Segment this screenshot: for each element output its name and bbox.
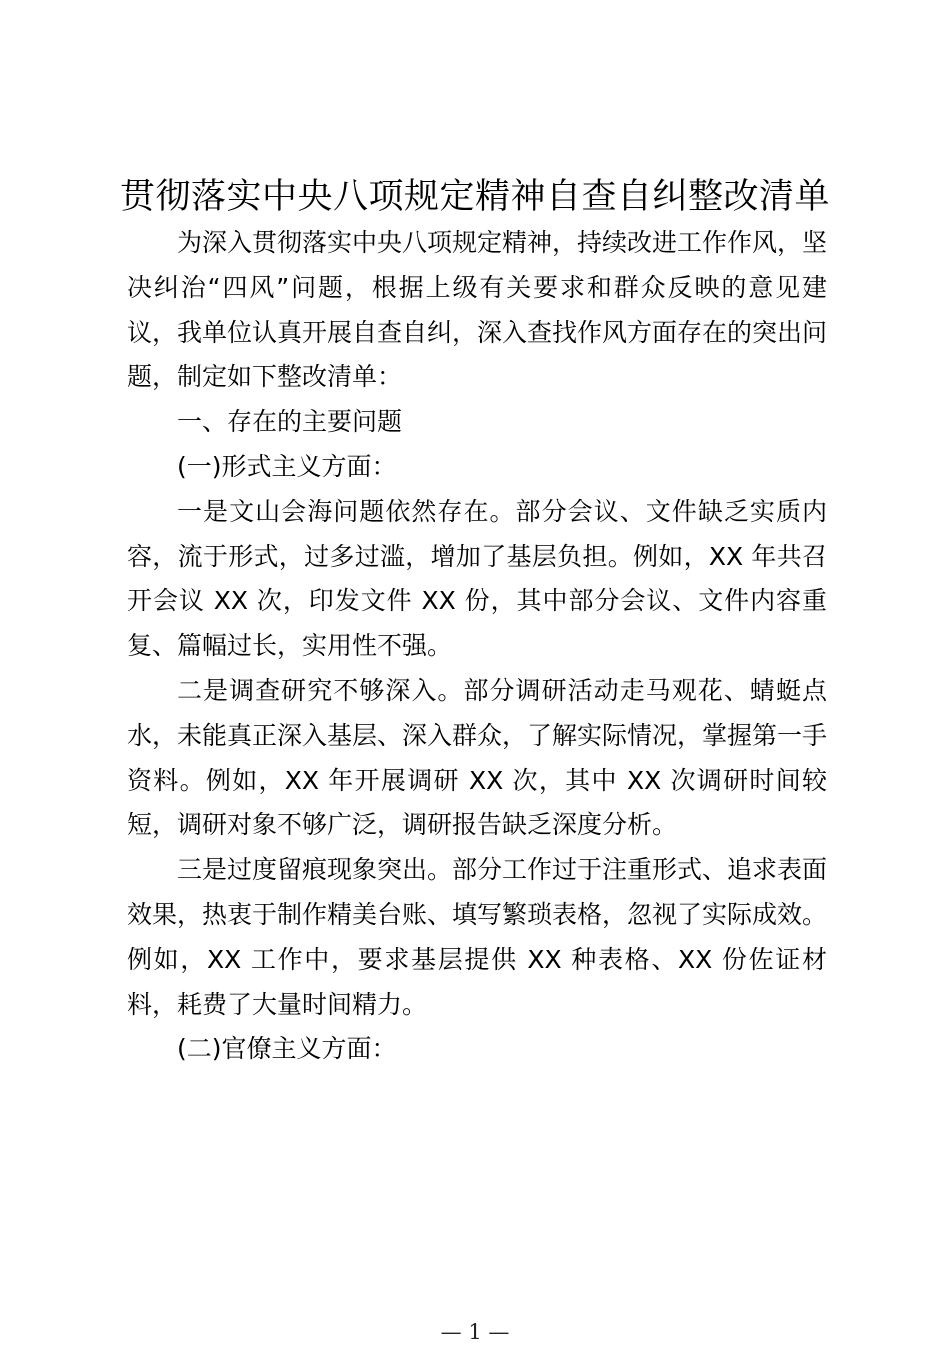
document-title: 贯彻落实中央八项规定精神自查自纠整改清单 bbox=[119, 177, 830, 217]
intro-paragraph: 为深入贯彻落实中央八项规定精神，持续改进工作作风，坚决纠治“四风”问题，根据上级有关要求和群众反映的意见建议，我单位认真开展自查自纠，深入查找作风方面存在的突出问题，制定如下整改清单： bbox=[127, 228, 828, 392]
problem-item-research: 二是调查研究不够深入。部分调研活动走马观花、蜻蜓点水，未能真正深入基层、深入群众，了解实际情况，掌握第一手资料。例如，XX 年开展调研 XX 次，其中 XX 次调研时间较短，调研对象不够广泛，调研报告缺乏深度分析。 bbox=[127, 675, 828, 840]
page-number: — 1 — bbox=[440, 1320, 510, 1344]
subsection-heading-bureaucracy: (二)官僚主义方面： bbox=[177, 1034, 397, 1064]
subsection-heading-formalism: (一)形式主义方面： bbox=[177, 451, 397, 481]
document-body bbox=[127, 221, 827, 1072]
problem-item-traces: 三是过度留痕现象突出。部分工作过于注重形式、追求表面效果，热衷于制作精美台账、填写繁琐表格，忽视了实际成效。例如，XX 工作中，要求基层提供 XX 种表格、XX 份佐证材料，耗费了大量时间精力。 bbox=[127, 855, 828, 1019]
section-heading-problems: 一、存在的主要问题 bbox=[177, 407, 403, 437]
problem-item-meetings: 一是文山会海问题依然存在。部分会议、文件缺乏实质内容，流于形式，过多过滥，增加了基层负担。例如，XX 年共召开会议 XX 次，印发文件 XX 份，其中部分会议、文件内容重复、篇幅过长，实用性不强。 bbox=[127, 496, 827, 661]
